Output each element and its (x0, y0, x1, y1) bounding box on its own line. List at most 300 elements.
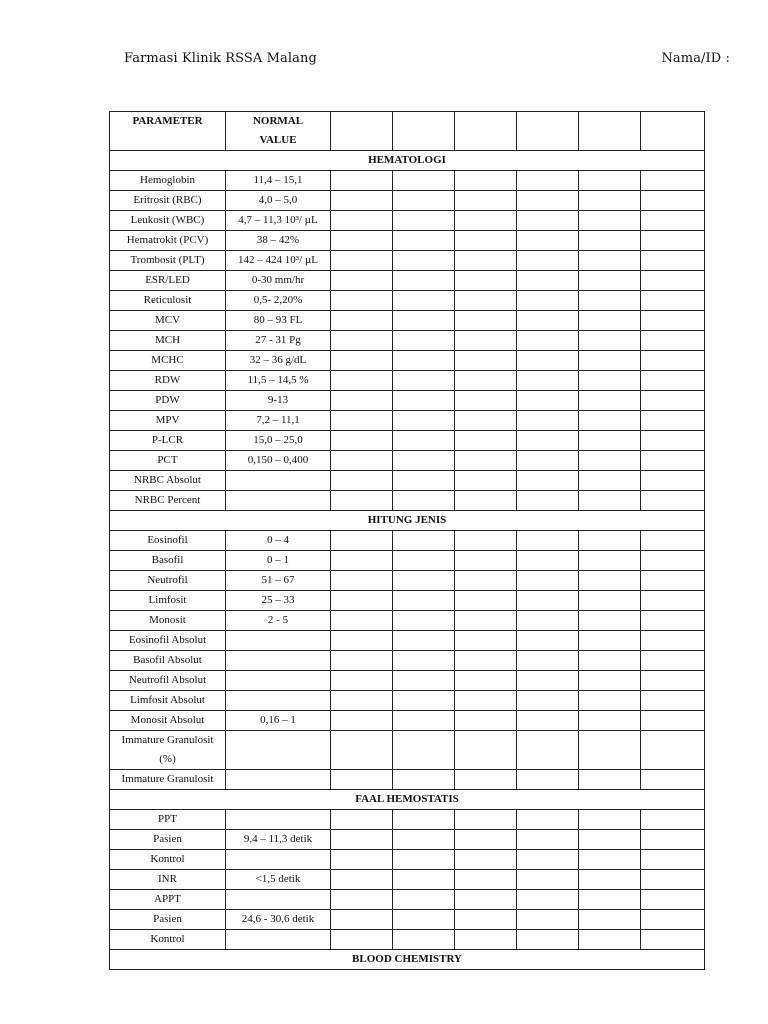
result-cell[interactable] (331, 211, 393, 231)
result-cell[interactable] (579, 551, 641, 571)
result-cell[interactable] (579, 451, 641, 471)
result-cell[interactable] (455, 351, 517, 371)
result-cell[interactable] (517, 331, 579, 351)
result-cell[interactable] (641, 711, 705, 731)
normal-value-cell: 25 – 33 (226, 591, 331, 611)
normal-value-cell: 0,5- 2,20% (226, 291, 331, 311)
parameter-cell (110, 830, 226, 850)
result-cell[interactable] (641, 830, 705, 850)
table-row (110, 870, 705, 890)
result-cell[interactable] (455, 691, 517, 711)
result-cell[interactable] (393, 770, 455, 790)
table-row (110, 930, 705, 950)
result-cell[interactable] (393, 731, 455, 770)
table-row (110, 471, 705, 491)
section-title: HEMATOLOGI (110, 151, 705, 171)
result-cell[interactable] (393, 651, 455, 671)
date-column-6[interactable] (641, 112, 705, 151)
result-cell[interactable] (331, 451, 393, 471)
result-cell[interactable] (393, 591, 455, 611)
result-cell[interactable] (393, 571, 455, 591)
result-cell[interactable] (517, 810, 579, 830)
result-cell[interactable] (393, 231, 455, 251)
result-cell[interactable] (579, 691, 641, 711)
section-title: FAAL HEMOSTATIS (110, 790, 705, 810)
result-cell[interactable] (393, 171, 455, 191)
parameter-name: Immature Granulosit (121, 773, 214, 785)
table-row (110, 671, 705, 691)
result-cell[interactable] (455, 471, 517, 491)
result-cell[interactable] (331, 870, 393, 890)
result-cell[interactable] (517, 411, 579, 431)
result-cell[interactable] (455, 731, 517, 770)
normal-value-cell: 11,4 – 15,1 (226, 171, 331, 191)
result-cell[interactable] (393, 850, 455, 870)
result-cell[interactable] (331, 231, 393, 251)
result-cell[interactable] (455, 631, 517, 651)
table-row (110, 291, 705, 311)
result-cell[interactable] (579, 311, 641, 331)
result-cell[interactable] (517, 850, 579, 870)
result-cell[interactable] (579, 371, 641, 391)
result-cell[interactable] (331, 171, 393, 191)
result-cell[interactable] (641, 411, 705, 431)
table-row (110, 571, 705, 591)
result-cell[interactable] (641, 910, 705, 930)
result-cell[interactable] (331, 531, 393, 551)
result-cell[interactable] (641, 371, 705, 391)
table-row (110, 431, 705, 451)
result-cell[interactable] (331, 331, 393, 351)
result-cell[interactable] (331, 591, 393, 611)
result-cell[interactable] (641, 271, 705, 291)
result-cell[interactable] (393, 191, 455, 211)
result-cell[interactable] (517, 830, 579, 850)
result-cell[interactable] (455, 311, 517, 331)
normal-value-cell: 32 – 36 g/dL (226, 351, 331, 371)
result-cell[interactable] (579, 830, 641, 850)
result-cell[interactable] (455, 191, 517, 211)
clinic-title: Farmasi Klinik RSSA Malang (124, 51, 317, 66)
parameter-name: NRBC Absolut (134, 474, 201, 486)
result-cell[interactable] (641, 631, 705, 651)
parameter-cell (110, 471, 226, 491)
result-cell[interactable] (517, 191, 579, 211)
result-cell[interactable] (393, 890, 455, 910)
result-cell[interactable] (579, 491, 641, 511)
result-cell[interactable] (331, 391, 393, 411)
result-cell[interactable] (641, 331, 705, 351)
result-cell[interactable] (579, 571, 641, 591)
result-cell[interactable] (331, 631, 393, 651)
normal-value-cell (226, 651, 331, 671)
result-cell[interactable] (455, 251, 517, 271)
result-cell[interactable] (517, 251, 579, 271)
result-cell[interactable] (393, 451, 455, 471)
result-cell[interactable] (641, 451, 705, 471)
result-cell[interactable] (641, 251, 705, 271)
result-cell[interactable] (331, 770, 393, 790)
result-cell[interactable] (393, 351, 455, 371)
parameter-cell (110, 451, 226, 471)
result-cell[interactable] (331, 551, 393, 571)
result-cell[interactable] (393, 211, 455, 231)
result-cell[interactable] (579, 411, 641, 431)
result-cell[interactable] (579, 910, 641, 930)
parameter-cell (110, 890, 226, 910)
result-cell[interactable] (579, 651, 641, 671)
result-cell[interactable] (641, 671, 705, 691)
result-cell[interactable] (393, 611, 455, 631)
result-cell[interactable] (579, 531, 641, 551)
normal-value-cell: 7,2 – 11,1 (226, 411, 331, 431)
result-cell[interactable] (641, 591, 705, 611)
section-title: BLOOD CHEMISTRY (110, 950, 705, 970)
result-cell[interactable] (579, 271, 641, 291)
result-cell[interactable] (641, 551, 705, 571)
parameter-cell (110, 191, 226, 211)
parameter-name: Immature Granulosit (121, 734, 214, 746)
result-cell[interactable] (455, 391, 517, 411)
result-cell[interactable] (393, 331, 455, 351)
result-cell[interactable] (579, 331, 641, 351)
result-cell[interactable] (517, 431, 579, 451)
result-cell[interactable] (641, 311, 705, 331)
result-cell[interactable] (455, 651, 517, 671)
normal-value-cell: 11,5 – 14,5 % (226, 371, 331, 391)
result-cell[interactable] (579, 251, 641, 271)
result-cell[interactable] (517, 731, 579, 770)
result-cell[interactable] (393, 251, 455, 271)
result-cell[interactable] (393, 711, 455, 731)
result-cell[interactable] (331, 411, 393, 431)
parameter-cell (110, 171, 226, 191)
result-cell[interactable] (579, 850, 641, 870)
parameter-cell (110, 870, 226, 890)
result-cell[interactable] (517, 870, 579, 890)
parameter-cell (110, 431, 226, 451)
result-cell[interactable] (455, 830, 517, 850)
result-cell[interactable] (393, 910, 455, 930)
date-column-5[interactable] (579, 112, 641, 151)
result-cell[interactable] (331, 491, 393, 511)
result-cell[interactable] (517, 271, 579, 291)
parameter-name: Hemoglobin (140, 174, 195, 186)
result-cell[interactable] (331, 371, 393, 391)
result-cell[interactable] (331, 571, 393, 591)
parameter-name: MCV (154, 314, 181, 326)
result-cell[interactable] (455, 531, 517, 551)
result-cell[interactable] (579, 671, 641, 691)
result-cell[interactable] (641, 471, 705, 491)
result-cell[interactable] (331, 611, 393, 631)
result-cell[interactable] (641, 431, 705, 451)
result-cell[interactable] (641, 231, 705, 251)
result-cell[interactable] (517, 231, 579, 251)
result-cell[interactable] (393, 471, 455, 491)
parameter-cell (110, 411, 226, 431)
parameter-name: Limfosit Absolut (130, 694, 205, 706)
parameter-cell (110, 850, 226, 870)
result-cell[interactable] (455, 491, 517, 511)
normal-value-cell: 0 – 1 (226, 551, 331, 571)
result-cell[interactable] (331, 311, 393, 331)
result-cell[interactable] (331, 471, 393, 491)
result-cell[interactable] (455, 930, 517, 950)
result-cell[interactable] (579, 291, 641, 311)
result-cell[interactable] (579, 211, 641, 231)
result-cell[interactable] (579, 231, 641, 251)
result-cell[interactable] (455, 211, 517, 231)
result-cell[interactable] (579, 351, 641, 371)
result-cell[interactable] (393, 810, 455, 830)
table-row (110, 351, 705, 371)
result-cell[interactable] (641, 651, 705, 671)
result-cell[interactable] (517, 770, 579, 790)
result-cell[interactable] (517, 471, 579, 491)
result-cell[interactable] (455, 371, 517, 391)
result-cell[interactable] (393, 411, 455, 431)
normal-value-cell (226, 671, 331, 691)
result-cell[interactable] (455, 870, 517, 890)
result-cell[interactable] (579, 171, 641, 191)
result-cell[interactable] (393, 271, 455, 291)
result-cell[interactable] (579, 431, 641, 451)
result-cell[interactable] (455, 910, 517, 930)
table-row (110, 271, 705, 291)
result-cell[interactable] (393, 491, 455, 511)
parameter-cell (110, 331, 226, 351)
result-cell[interactable] (393, 371, 455, 391)
result-cell[interactable] (641, 531, 705, 551)
result-cell[interactable] (455, 271, 517, 291)
result-cell[interactable] (455, 711, 517, 731)
result-cell[interactable] (579, 471, 641, 491)
result-cell[interactable] (641, 571, 705, 591)
parameter-name: INR (158, 873, 177, 885)
result-cell[interactable] (393, 631, 455, 651)
result-cell[interactable] (393, 870, 455, 890)
result-cell[interactable] (393, 551, 455, 571)
parameter-cell (110, 551, 226, 571)
result-cell[interactable] (455, 231, 517, 251)
normal-value-cell: 24,6 - 30,6 detik (226, 910, 331, 930)
result-cell[interactable] (331, 711, 393, 731)
result-cell[interactable] (517, 351, 579, 371)
result-cell[interactable] (517, 171, 579, 191)
result-cell[interactable] (517, 291, 579, 311)
result-cell[interactable] (331, 351, 393, 371)
result-cell[interactable] (579, 611, 641, 631)
result-cell[interactable] (517, 591, 579, 611)
table-row (110, 770, 705, 790)
parameter-name: Neutrofil (147, 574, 188, 586)
result-cell[interactable] (517, 930, 579, 950)
result-cell[interactable] (517, 451, 579, 471)
result-cell[interactable] (517, 531, 579, 551)
result-cell[interactable] (641, 391, 705, 411)
result-cell[interactable] (455, 331, 517, 351)
result-cell[interactable] (641, 211, 705, 231)
normal-value-cell: 38 – 42% (226, 231, 331, 251)
result-cell[interactable] (517, 551, 579, 571)
date-column-2[interactable] (393, 112, 455, 151)
parameter-cell (110, 770, 226, 790)
result-cell[interactable] (331, 191, 393, 211)
result-cell[interactable] (641, 191, 705, 211)
result-cell[interactable] (455, 591, 517, 611)
result-cell[interactable] (331, 251, 393, 271)
result-cell[interactable] (393, 930, 455, 950)
result-cell[interactable] (455, 431, 517, 451)
table-row (110, 491, 705, 511)
parameter-cell (110, 311, 226, 331)
normal-value-cell (226, 491, 331, 511)
result-cell[interactable] (331, 810, 393, 830)
parameter-cell (110, 611, 226, 631)
result-cell[interactable] (641, 850, 705, 870)
result-cell[interactable] (455, 171, 517, 191)
result-cell[interactable] (517, 611, 579, 631)
result-cell[interactable] (517, 910, 579, 930)
result-cell[interactable] (331, 850, 393, 870)
result-cell[interactable] (579, 591, 641, 611)
parameter-cell (110, 211, 226, 231)
normal-value-cell: 15,0 – 25,0 (226, 431, 331, 451)
normal-value-cell: 4,7 – 11,3 10³/ µL (226, 211, 331, 231)
result-cell[interactable] (393, 291, 455, 311)
result-cell[interactable] (517, 711, 579, 731)
parameter-name: Monosit Absolut (130, 714, 205, 726)
result-cell[interactable] (455, 571, 517, 591)
result-cell[interactable] (641, 731, 705, 770)
result-cell[interactable] (641, 930, 705, 950)
result-cell[interactable] (517, 890, 579, 910)
parameter-name: Trombosit (PLT) (130, 254, 205, 266)
date-column-4[interactable] (517, 112, 579, 151)
parameter-name: APPT (154, 893, 181, 905)
result-cell[interactable] (517, 671, 579, 691)
result-cell[interactable] (455, 671, 517, 691)
result-cell[interactable] (331, 691, 393, 711)
parameter-cell (110, 351, 226, 371)
result-cell[interactable] (517, 371, 579, 391)
parameter-cell (110, 531, 226, 551)
result-cell[interactable] (331, 431, 393, 451)
result-cell[interactable] (517, 691, 579, 711)
date-column-3[interactable] (455, 112, 517, 151)
section-row (110, 151, 705, 171)
result-cell[interactable] (579, 191, 641, 211)
result-cell[interactable] (455, 291, 517, 311)
result-cell[interactable] (393, 531, 455, 551)
result-cell[interactable] (579, 870, 641, 890)
result-cell[interactable] (331, 271, 393, 291)
parameter-cell (110, 631, 226, 651)
result-cell[interactable] (579, 731, 641, 770)
result-cell[interactable] (455, 890, 517, 910)
result-cell[interactable] (579, 810, 641, 830)
parameter-name: NRBC Percent (134, 494, 201, 506)
result-cell[interactable] (579, 930, 641, 950)
result-cell[interactable] (517, 311, 579, 331)
result-cell[interactable] (331, 671, 393, 691)
result-cell[interactable] (641, 691, 705, 711)
result-cell[interactable] (393, 671, 455, 691)
parameter-name: MCH (154, 334, 181, 346)
table-row (110, 830, 705, 850)
result-cell[interactable] (517, 571, 579, 591)
result-cell[interactable] (579, 391, 641, 411)
result-cell[interactable] (641, 291, 705, 311)
result-cell[interactable] (455, 770, 517, 790)
parameter-name: Basofil (151, 554, 184, 566)
result-cell[interactable] (393, 311, 455, 331)
result-cell[interactable] (331, 910, 393, 930)
date-column-1[interactable] (331, 112, 393, 151)
result-cell[interactable] (331, 291, 393, 311)
table-row (110, 451, 705, 471)
result-cell[interactable] (579, 890, 641, 910)
result-cell[interactable] (641, 770, 705, 790)
result-cell[interactable] (641, 611, 705, 631)
result-cell[interactable] (393, 391, 455, 411)
result-cell[interactable] (641, 890, 705, 910)
parameter-cell (110, 271, 226, 291)
parameter-cell (110, 391, 226, 411)
result-cell[interactable] (517, 651, 579, 671)
result-cell[interactable] (393, 830, 455, 850)
table-row (110, 211, 705, 231)
result-cell[interactable] (331, 731, 393, 770)
result-cell[interactable] (641, 171, 705, 191)
table-row (110, 371, 705, 391)
parameter-name: Eosinofil (147, 534, 188, 546)
result-cell[interactable] (455, 810, 517, 830)
result-cell[interactable] (393, 691, 455, 711)
result-cell[interactable] (517, 631, 579, 651)
result-cell[interactable] (517, 211, 579, 231)
result-cell[interactable] (641, 810, 705, 830)
result-cell[interactable] (455, 551, 517, 571)
table-row (110, 631, 705, 651)
result-cell[interactable] (517, 391, 579, 411)
result-cell[interactable] (455, 850, 517, 870)
table-row (110, 311, 705, 331)
result-cell[interactable] (579, 631, 641, 651)
section-row (110, 790, 705, 810)
result-cell[interactable] (641, 491, 705, 511)
result-cell[interactable] (331, 930, 393, 950)
result-cell[interactable] (393, 431, 455, 451)
parameter-name: Neutrofil Absolut (128, 674, 207, 686)
parameter-name: MPV (155, 414, 180, 426)
normal-value-cell: 0,16 – 1 (226, 711, 331, 731)
parameter-name: Basofil Absolut (133, 654, 202, 666)
result-cell[interactable] (455, 451, 517, 471)
result-cell[interactable] (641, 351, 705, 371)
result-cell[interactable] (331, 890, 393, 910)
result-cell[interactable] (579, 770, 641, 790)
result-cell[interactable] (331, 830, 393, 850)
result-cell[interactable] (331, 651, 393, 671)
result-cell[interactable] (641, 870, 705, 890)
result-cell[interactable] (579, 711, 641, 731)
parameter-name: Limfosit (148, 594, 187, 606)
result-cell[interactable] (455, 411, 517, 431)
result-cell[interactable] (455, 611, 517, 631)
result-cell[interactable] (517, 491, 579, 511)
